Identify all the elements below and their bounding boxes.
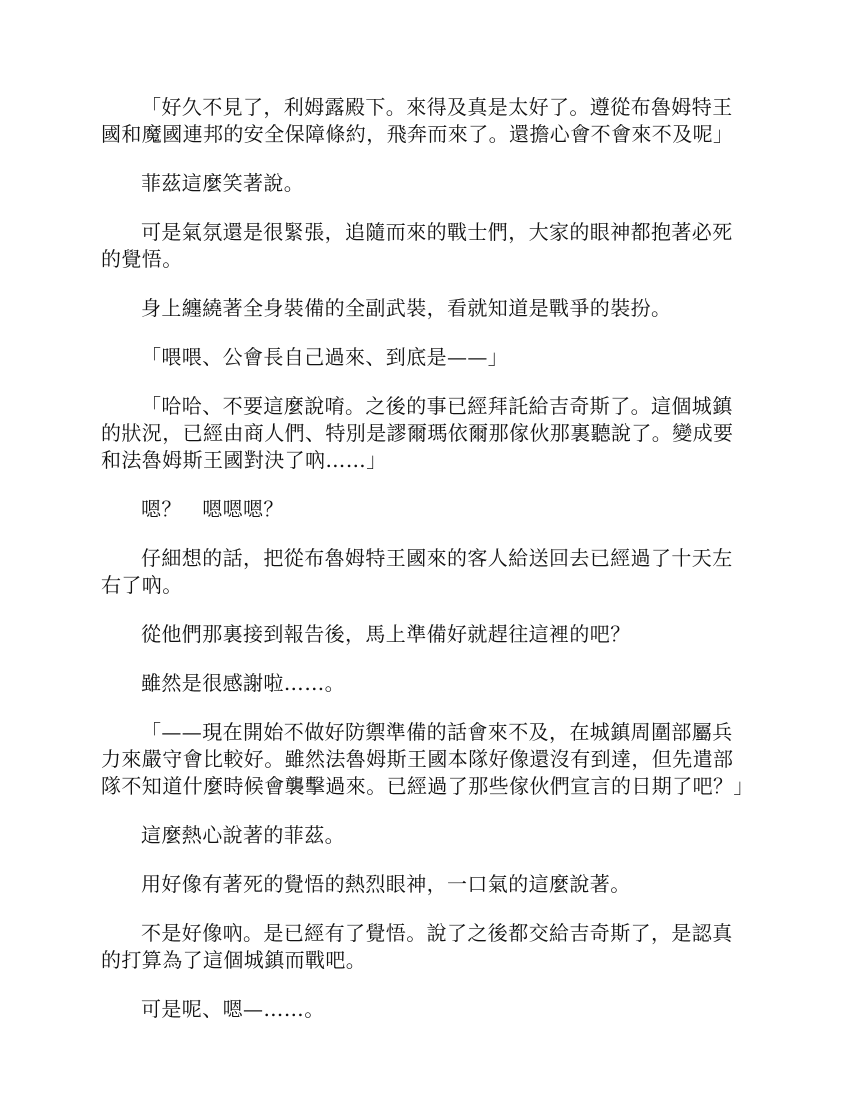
paragraph: 「喂喂、公會長自己過來、到底是——」 xyxy=(141,345,509,369)
paragraph: 仔細想的話，把從布魯姆特王國來的客人給送回去已經過了十天左右了吶。 xyxy=(101,546,733,597)
paragraph: 菲茲這麼笑著說。 xyxy=(141,171,305,195)
body-text xyxy=(101,94,754,1045)
paragraph: 可是氣氛還是很緊張，追隨而來的戰士們，大家的眼神都抱著必死的覺悟。 xyxy=(101,220,733,271)
paragraph: 身上纏繞著全身裝備的全副武裝，看就知道是戰爭的裝扮。 xyxy=(141,296,672,320)
paragraph: 雖然是很感謝啦……。 xyxy=(141,671,345,695)
paragraph: 這麼熱心說著的菲茲。 xyxy=(141,823,345,847)
paragraph: 可是呢、嗯—……。 xyxy=(141,997,325,1021)
paragraph: 「哈哈、不要這麼說唷。之後的事已經拜託給吉奇斯了。這個城鎮的狀況，已經由商人們、特別是謬爾瑪依爾那傢伙那裏聽說了。變成要和法魯姆斯王國對決了吶……」 xyxy=(101,394,734,472)
paragraph: 從他們那裏接到報告後，馬上準備好就趕往這裡的吧？ xyxy=(141,622,631,646)
paragraph: 「好久不見了，利姆露殿下。來得及真是太好了。遵從布魯姆特王國和魔國連邦的安全保障條約，飛奔而來了。還擔心會不會來不及呢」 xyxy=(101,95,734,146)
paragraph: 不是好像吶。是已經有了覺悟。說了之後都交給吉奇斯了，是認真的打算為了這個城鎮而戰吧。 xyxy=(101,921,733,972)
paragraph: 用好像有著死的覺悟的熱烈眼神，一口氣的這麼說著。 xyxy=(141,872,631,896)
paragraph: 「——現在開始不做好防禦準備的話會來不及，在城鎮周圍部屬兵力來嚴守會比較好。雖然法魯姆斯王國本隊好像還沒有到達，但先遣部隊不知道什麼時候會襲擊過來。已經過了那些傢伙們宣言的日期了吧？」 xyxy=(101,720,754,798)
paragraph: 嗯？ 嗯嗯嗯？ xyxy=(141,497,284,521)
